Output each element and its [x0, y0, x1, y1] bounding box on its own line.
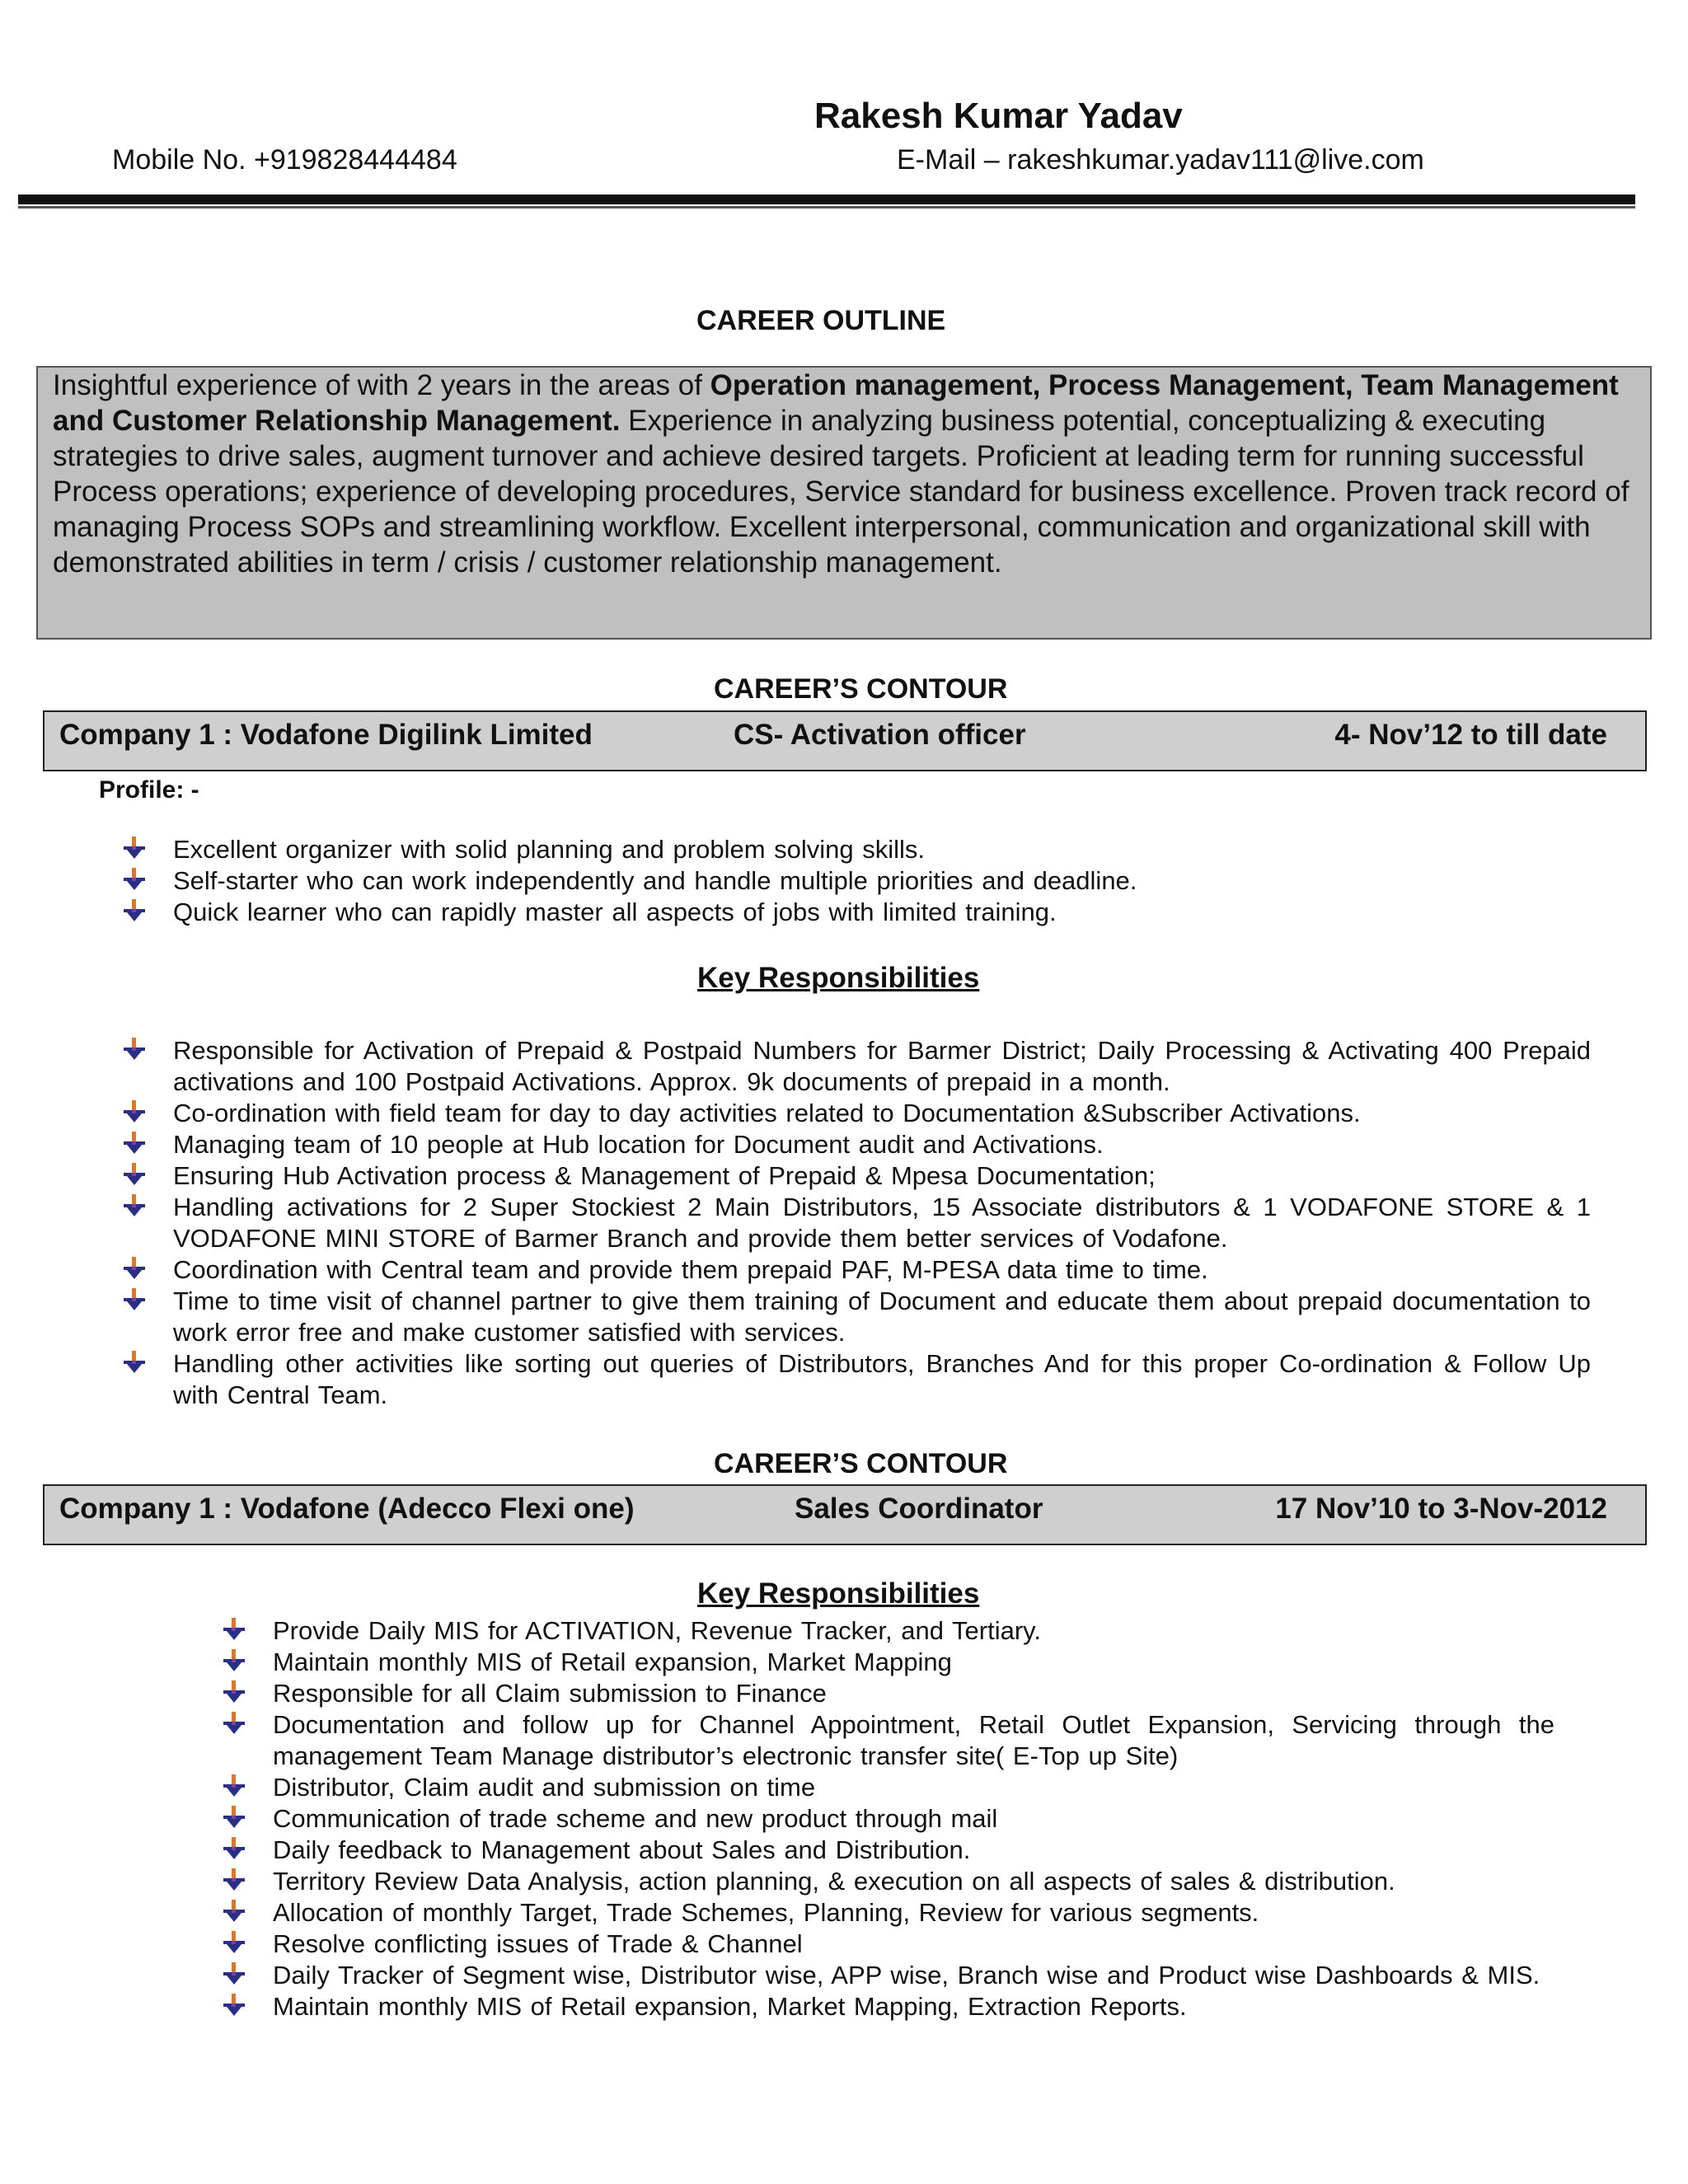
bullet-arrow-icon: [122, 1162, 147, 1187]
bullet-arrow-icon: [222, 1993, 246, 2018]
job1-responsibilities-list: [173, 1035, 1591, 1411]
list-item: Responsible for Activation of Prepaid & Postpaid Numbers for Barmer District; Daily Processing & Activating 400 Prepaid activations and 100 Postpaid Activations. Approx. 9k documents of prepaid in a month.: [173, 1035, 1591, 1098]
list-item: Provide Daily MIS for ACTIVATION, Revenue Tracker, and Tertiary.: [273, 1615, 1554, 1647]
email-address: E-Mail – rakeshkumar.yadav111@live.com: [897, 144, 1424, 176]
bullet-arrow-icon: [122, 1131, 147, 1155]
list-item: Handling activations for 2 Super Stockiest 2 Main Distributors, 15 Associate distributors & 1 VODAFONE STORE & 1 VODAFONE MINI STORE of Barmer Branch and provide them better services of Vodafone.: [173, 1192, 1591, 1254]
job2-company-box: [43, 1484, 1647, 1545]
job1-profile-label: Profile: -: [99, 776, 199, 804]
list-item: Excellent organizer with solid planning and problem solving skills.: [173, 834, 1591, 865]
bullet-arrow-icon: [222, 1868, 246, 1892]
list-item: Ensuring Hub Activation process & Management of Prepaid & Mpesa Documentation;: [173, 1160, 1591, 1192]
list-item: Self-starter who can work independently and handle multiple priorities and deadline.: [173, 865, 1591, 897]
candidate-name: Rakesh Kumar Yadav: [814, 96, 1183, 136]
bullet-arrow-icon: [122, 1193, 147, 1218]
career-outline-body: Experience in analyzing business potential, conceptualizing & executing strategies to drive sales, augment turnover and achieve desired targets. Proficient at leading term for running successful Process operations; experience of developing procedures, Service standard for business excellence. Proven track record of managing Process SOPs and streamlining workflow. Excellent interpersonal, communication and organizational skill with demonstrated abilities in term / crisis / customer relationship management.: [53, 405, 1629, 579]
bullet-arrow-icon: [222, 1805, 246, 1830]
job1-section-title: CAREER’S CONTOUR: [714, 673, 1008, 705]
list-item: Maintain monthly MIS of Retail expansion, Market Mapping, Extraction Reports.: [273, 1991, 1554, 2022]
job1-dates: 4- Nov’12 to till date: [1334, 719, 1607, 751]
bullet-arrow-icon: [222, 1648, 246, 1673]
list-item: Handling other activities like sorting out queries of Distributors, Branches And for this proper Co-ordination & Follow Up with Central Team.: [173, 1348, 1591, 1411]
career-outline-lead: Insightful experience of with 2 years in the areas of: [53, 369, 710, 401]
bullet-arrow-icon: [222, 1680, 246, 1704]
career-outline-title: CAREER OUTLINE: [696, 305, 946, 336]
job2-dates: 17 Nov’10 to 3-Nov-2012: [1275, 1493, 1607, 1525]
bullet-arrow-icon: [222, 1711, 246, 1736]
mobile-number: Mobile No. +919828444484: [112, 144, 457, 176]
career-outline-highlight: Operation management, Process Management, Team Management and Customer Relationship Management.: [53, 369, 1619, 437]
job1-company: Company 1 : Vodafone Digilink Limited: [59, 719, 593, 751]
bullet-arrow-icon: [122, 898, 147, 923]
list-item: Territory Review Data Analysis, action planning, & execution on all aspects of sales & distribution.: [273, 1866, 1554, 1897]
job1-role: CS- Activation officer: [734, 719, 1026, 751]
job2-key-responsibilities-title: Key Responsibilities: [697, 1577, 980, 1610]
list-item: Time to time visit of channel partner to give them training of Document and educate them about prepaid documentation to work error free and make customer satisfied with services.: [173, 1286, 1591, 1348]
bullet-arrow-icon: [222, 1617, 246, 1642]
list-item: Communication of trade scheme and new product through mail: [273, 1803, 1554, 1835]
bullet-arrow-icon: [122, 1256, 147, 1281]
header-divider: [18, 194, 1635, 204]
list-item: Daily feedback to Management about Sales and Distribution.: [273, 1835, 1554, 1866]
list-item: Distributor, Claim audit and submission on time: [273, 1772, 1554, 1803]
list-item: Quick learner who can rapidly master all aspects of jobs with limited training.: [173, 897, 1591, 928]
bullet-arrow-icon: [122, 1037, 147, 1062]
list-item: Allocation of monthly Target, Trade Schemes, Planning, Review for various segments.: [273, 1897, 1554, 1929]
bullet-arrow-icon: [122, 1099, 147, 1124]
list-item: Co-ordination with field team for day to day activities related to Documentation &Subscriber Activations.: [173, 1098, 1591, 1129]
job2-section-title: CAREER’S CONTOUR: [714, 1448, 1008, 1479]
bullet-arrow-icon: [122, 836, 147, 860]
list-item: Managing team of 10 people at Hub location for Document audit and Activations.: [173, 1129, 1591, 1160]
list-item: Daily Tracker of Segment wise, Distributor wise, APP wise, Branch wise and Product wise Dashboards & MIS.: [273, 1960, 1554, 1991]
bullet-arrow-icon: [222, 1836, 246, 1861]
job1-profile-list: [173, 834, 1591, 928]
career-outline-box: [36, 366, 1652, 640]
bullet-arrow-icon: [122, 867, 147, 892]
list-item: Maintain monthly MIS of Retail expansion, Market Mapping: [273, 1647, 1554, 1678]
job2-role: Sales Coordinator: [795, 1493, 1043, 1525]
job2-company: Company 1 : Vodafone (Adecco Flexi one): [59, 1493, 635, 1525]
list-item: Coordination with Central team and provide them prepaid PAF, M-PESA data time to time.: [173, 1254, 1591, 1286]
bullet-arrow-icon: [222, 1930, 246, 1955]
bullet-arrow-icon: [122, 1350, 147, 1375]
bullet-arrow-icon: [222, 1961, 246, 1986]
job1-company-box: [43, 710, 1647, 771]
bullet-arrow-icon: [222, 1899, 246, 1924]
job2-responsibilities-list: [273, 1615, 1554, 2022]
header-divider-shadow: [18, 206, 1635, 209]
bullet-arrow-icon: [222, 1774, 246, 1798]
job1-key-responsibilities-title: Key Responsibilities: [697, 962, 980, 994]
list-item: Documentation and follow up for Channel Appointment, Retail Outlet Expansion, Servicing through the management Team Manage distributor’s electronic transfer site( E-Top up Site): [273, 1709, 1554, 1772]
list-item: Resolve conflicting issues of Trade & Channel: [273, 1929, 1554, 1960]
list-item: Responsible for all Claim submission to Finance: [273, 1678, 1554, 1709]
bullet-arrow-icon: [122, 1287, 147, 1312]
